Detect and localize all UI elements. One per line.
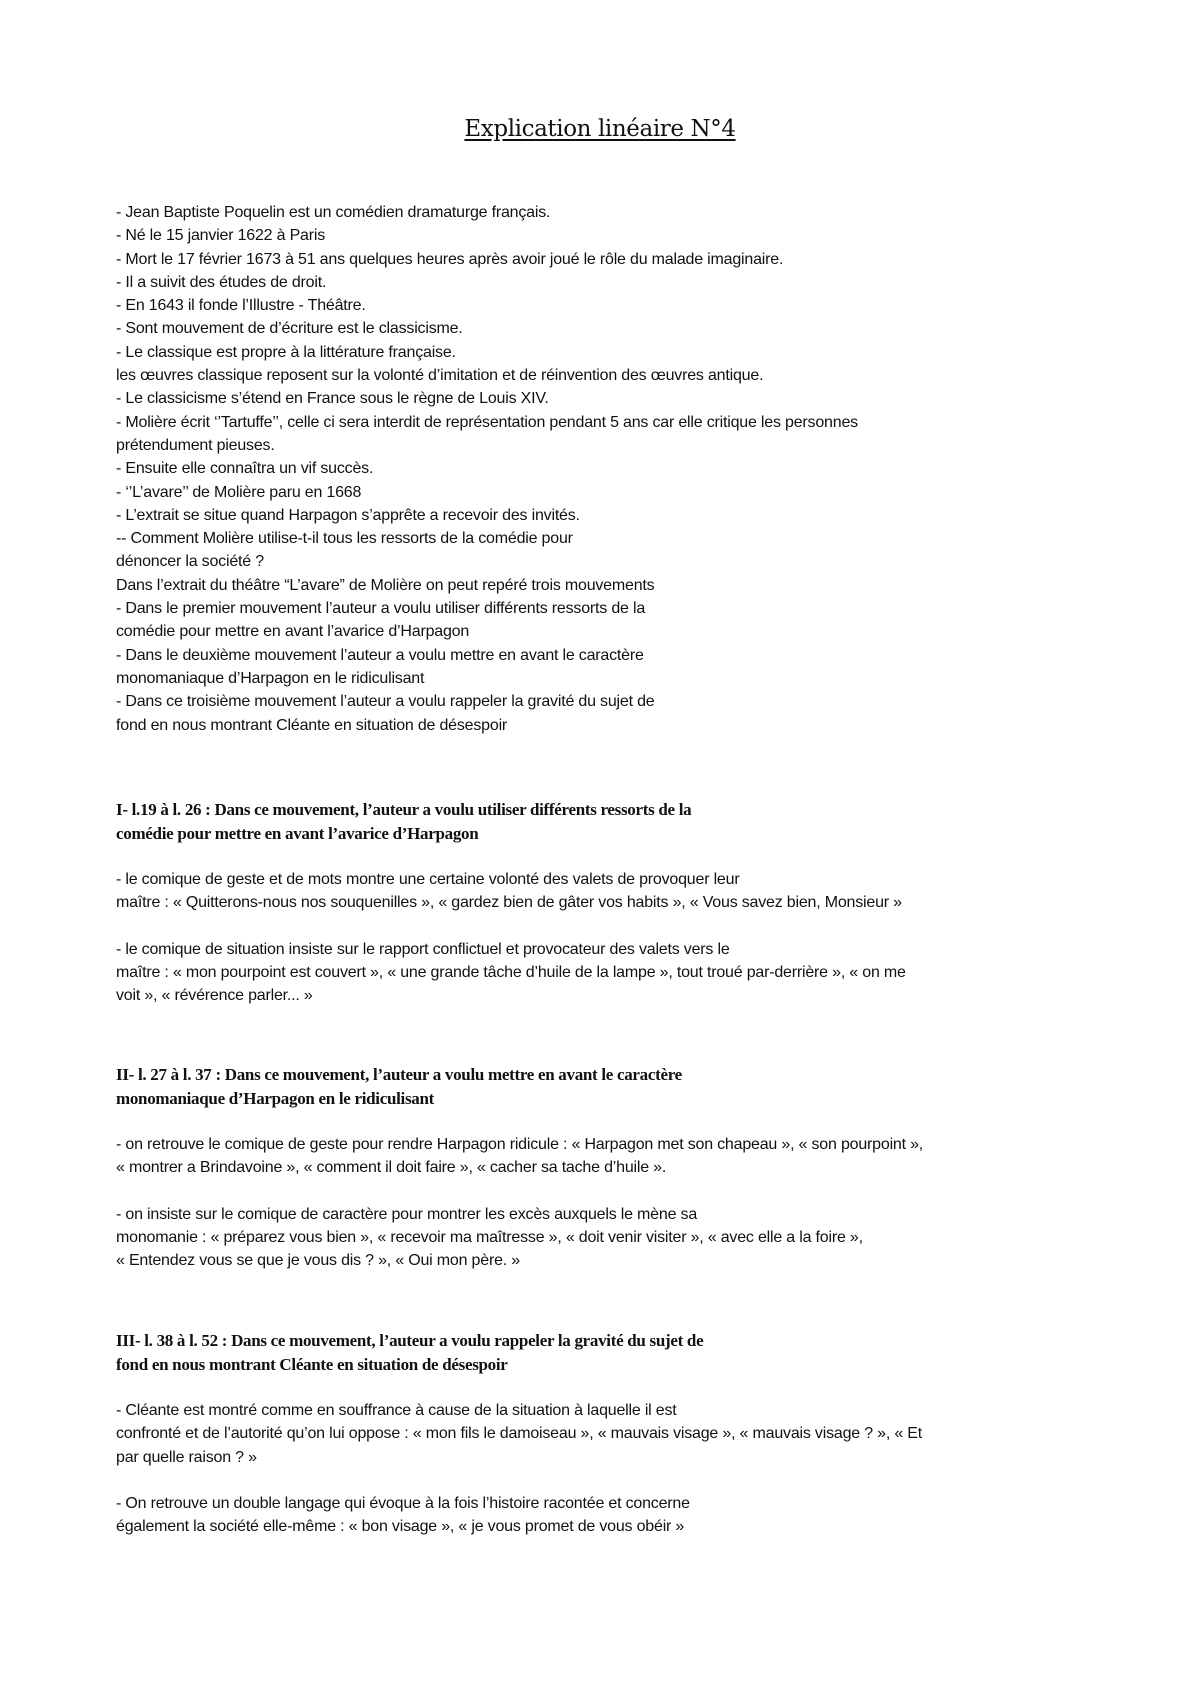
intro-line: - Ensuite elle connaîtra un vif succès. [116, 460, 374, 478]
page-title: Explication linéaire N°4 [464, 116, 736, 142]
intro-line: - Il a suivit des études de droit. [116, 273, 327, 291]
section-paragraph [116, 1203, 1076, 1273]
intro-line: - ‘’L’avare’’ de Molière paru en 1668 [116, 483, 362, 501]
intro-line: - Le classicisme s’étend en France sous le règne de Louis XIV. [116, 390, 549, 408]
intro-block [116, 201, 1076, 737]
section-paragraph [116, 938, 1076, 1008]
paragraph-line: maître : « mon pourpoint est couvert », « une grande tâche d’huile de la lampe », tout troué par-derrière », « on me [116, 964, 906, 982]
intro-line: - Dans ce troisième mouvement l’auteur a voulu rappeler la gravité du sujet de [116, 693, 655, 711]
section-heading-line: III- l. 38 à l. 52 : Dans ce mouvement, l’auteur a voulu rappeler la gravité du sujet de [116, 1331, 704, 1350]
paragraph-line: - le comique de geste et de mots montre une certaine volonté des valets de provoquer leur [116, 871, 740, 888]
section-paragraph [116, 1133, 1076, 1180]
paragraph-line: - on retrouve le comique de geste pour rendre Harpagon ridicule : « Harpagon met son chapeau », « son pourpoint », [116, 1136, 924, 1153]
intro-line: - Mort le 17 février 1673 à 51 ans quelques heures après avoir joué le rôle du malade imaginaire. [116, 250, 784, 268]
paragraph-line: - Cléante est montré comme en souffrance à cause de la situation à laquelle il est [116, 1402, 677, 1419]
section-heading-line: fond en nous montrant Cléante en situation de désespoir [116, 1354, 508, 1374]
intro-line: - Molière écrit ‘’Tartuffe’’, celle ci sera interdit de représentation pendant 5 ans car elle critique les personnes [116, 413, 858, 431]
section-paragraph [116, 1492, 1076, 1539]
paragraph-line: monomanie : « préparez vous bien », « recevoir ma maîtresse », « doit venir visiter », « avec elle a la foire », [116, 1229, 863, 1247]
intro-line: - Sont mouvement de d’écriture est le classicisme. [116, 320, 463, 338]
paragraph-line: « montrer a Brindavoine », « comment il doit faire », « cacher sa tache d’huile ». [116, 1159, 667, 1177]
intro-line: - Le classique est propre à la littérature française. [116, 343, 456, 361]
intro-line: dénoncer la société ? [116, 553, 264, 571]
intro-line: comédie pour mettre en avant l’avarice d’Harpagon [116, 623, 470, 641]
section-movement-1 [116, 798, 1076, 1031]
section-heading-line: monomaniaque d’Harpagon en le ridiculisant [116, 1088, 434, 1108]
paragraph-line: - on insiste sur le comique de caractère pour montrer les excès auxquels le mène sa [116, 1205, 698, 1223]
intro-line: monomaniaque d’Harpagon en le ridiculisant [116, 669, 425, 687]
paragraph-line: également la société elle-même : « bon visage », « je vous promet de vous obéir » [116, 1518, 685, 1536]
section-heading [116, 1329, 1076, 1376]
intro-line: - L’extrait se situe quand Harpagon s’apprête a recevoir des invités. [116, 506, 580, 524]
section-movement-2 [116, 1063, 1076, 1296]
section-heading-line: II- l. 27 à l. 37 : Dans ce mouvement, l’auteur a voulu mettre en avant le caractère [116, 1065, 682, 1084]
section-heading [116, 798, 1076, 845]
intro-line: - Né le 15 janvier 1622 à Paris [116, 227, 326, 245]
intro-line: - Dans le deuxième mouvement l’auteur a voulu mettre en avant le caractère [116, 646, 644, 664]
paragraph-line: maître : « Quitterons-nous nos souquenilles », « gardez bien de gâter vos habits », « Vous savez bien, Monsieur » [116, 894, 902, 912]
intro-line: - Dans le premier mouvement l’auteur a voulu utiliser différents ressorts de la [116, 600, 646, 618]
intro-line: fond en nous montrant Cléante en situation de désespoir [116, 716, 508, 734]
section-movement-3 [116, 1329, 1076, 1562]
section-heading-line: comédie pour mettre en avant l’avarice d’Harpagon [116, 823, 479, 843]
paragraph-line: - le comique de situation insiste sur le rapport conflictuel et provocateur des valets vers le [116, 940, 730, 958]
paragraph-line: « Entendez vous se que je vous dis ? », « Oui mon père. » [116, 1252, 520, 1270]
section-paragraph [116, 1399, 1076, 1469]
intro-line: les œuvres classique reposent sur la volonté d’imitation et de réinvention des œuvres antique. [116, 367, 764, 385]
section-paragraph [116, 868, 1076, 915]
paragraph-line: voit », « révérence parler... » [116, 987, 313, 1005]
paragraph-line: - On retrouve un double langage qui évoque à la fois l’histoire racontée et concerne [116, 1495, 690, 1513]
paragraph-line: par quelle raison ? » [116, 1448, 257, 1466]
intro-line: - Jean Baptiste Poquelin est un comédien dramaturge français. [116, 204, 551, 221]
intro-line: - En 1643 il fonde l’Illustre - Théâtre. [116, 297, 366, 315]
intro-line: prétendument pieuses. [116, 436, 275, 454]
intro-line: -- Comment Molière utilise-t-il tous les ressorts de la comédie pour [116, 530, 573, 548]
section-heading [116, 1063, 1076, 1110]
paragraph-line: confronté et de l’autorité qu’on lui oppose : « mon fils le damoiseau », « mauvais visage », « mauvais visage ? », « Et [116, 1425, 923, 1443]
section-heading-line: I- l.19 à l. 26 : Dans ce mouvement, l’auteur a voulu utiliser différents ressorts de la [116, 800, 692, 819]
intro-line: Dans l’extrait du théâtre “L’avare” de Molière on peut repéré trois mouvements [116, 576, 655, 594]
